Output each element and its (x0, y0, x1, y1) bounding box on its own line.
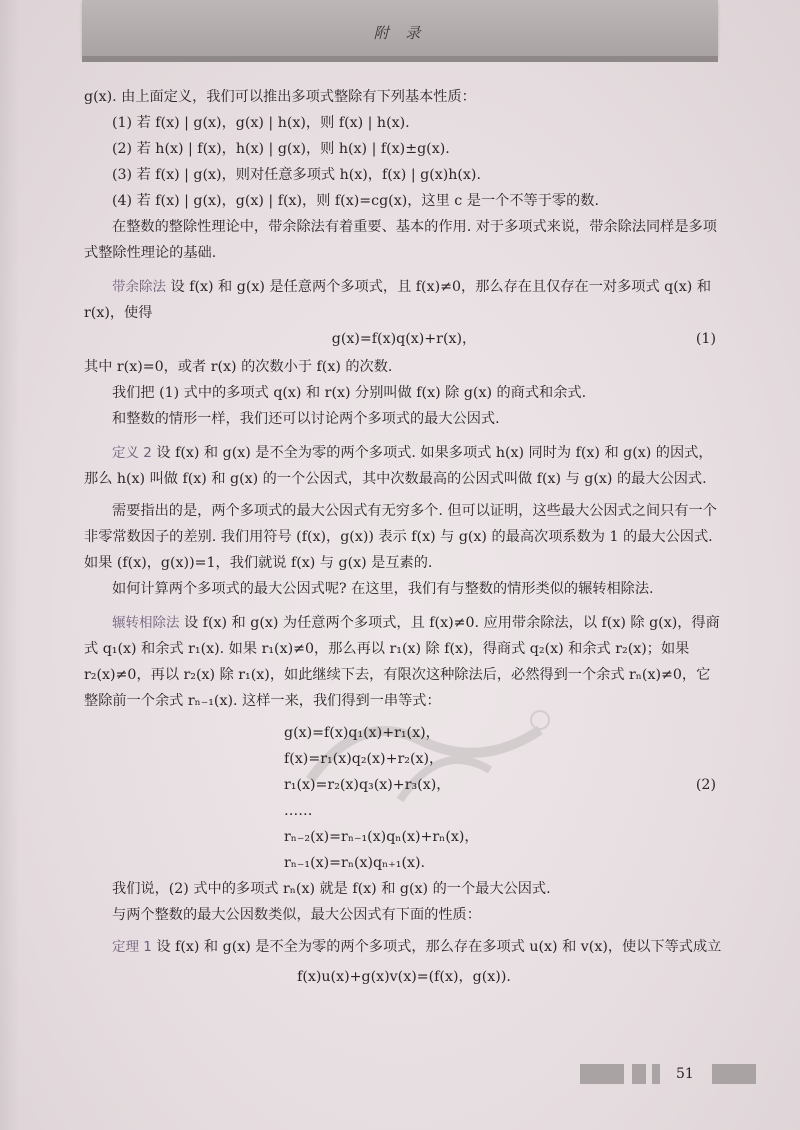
eq-line-4: …… (284, 803, 313, 819)
label-euclid: 辗转相除法 (112, 615, 180, 631)
eq-line-2: f(x)=r₁(x)q₂(x)+r₂(x)， (284, 751, 444, 767)
label-division-algorithm: 带余除法 (112, 279, 166, 295)
definition-2-text: 设 f(x) 和 g(x) 是不全为零的两个多项式. 如果多项式 h(x) 同时为 f(x) 和 g(x) 的因式，那么 h(x) 叫做 f(x) 和 g(x) 的一个公因式，其中次数最高的公因式叫做 f(x) 与 g(x) 的最大公因式. (84, 445, 713, 487)
eq-line-6: rₙ₋₁(x)=rₙ(x)qₙ₊₁(x). (284, 855, 426, 871)
formula-bezout: f(x)u(x)+g(x)v(x)=(f(x)，g(x)). (297, 969, 511, 985)
page-edge-shadow (0, 0, 20, 1130)
footer-bar-1 (580, 1064, 624, 1084)
page-content (84, 84, 724, 992)
property-1: (1) 若 f(x) | g(x)，g(x) | h(x)，则 f(x) | h(x). (112, 115, 410, 131)
para-gcd-intro: 和整数的情形一样，我们还可以讨论两个多项式的最大公因式. (112, 411, 500, 427)
formula-1-number: (1) (695, 331, 716, 347)
property-4: (4) 若 f(x) | g(x)，g(x) | f(x)，则 f(x)=cg(x)，这里 c 是一个不等于零的数. (112, 193, 599, 209)
theorem-1-text: 设 f(x) 和 g(x) 是不全为零的两个多项式，那么存在多项式 u(x) 和 v(x)，使以下等式成立 (156, 939, 722, 955)
eq-line-1: g(x)=f(x)q₁(x)+r₁(x)， (284, 725, 440, 741)
footer-bar-3 (652, 1064, 660, 1084)
para-gcd-property: 与两个整数的最大公因数类似，最大公因式有下面的性质： (112, 907, 481, 923)
euclid-text: 设 f(x) 和 g(x) 为任意两个多项式，且 f(x)≠0. 应用带余除法，以 f(x) 除 g(x)，得商式 q₁(x) 和余式 r₁(x). 如果 r₁(x)≠0，那么再以 r₁(x) 除 f(x)，得商式 q₂(x) 和余式 r₂(x)；如果 r₂(x)≠0，再以 r₂(x) 除 r₁(x)，如此继续下去，有限次这种除法后，必然得到一个余式 rₙ(x)≠0，它整除前一个余式 rₙ₋₁(x). 这样一来，我们得到一串等式： (84, 615, 720, 709)
eq-line-3: r₁(x)=r₂(x)q₃(x)+r₃(x)， (284, 777, 451, 793)
para-quotient: 我们把 (1) 式中的多项式 q(x) 和 r(x) 分别叫做 f(x) 除 g(x) 的商式和余式. (112, 385, 587, 401)
theorem-division (84, 274, 724, 326)
para-gcd-note: 需要指出的是，两个多项式的最大公因式有无穷多个. 但可以证明，这些最大公因式之间只有一个非零常数因子的差别. 我们用符号 (f(x)，g(x)) 表示 f(x) 与 g(x) 的最高次项系数为 1 的最大公因式. 如果 (f(x)，g(x))=1，我们就说 f(x) 与 g(x) 是互素的. (84, 503, 717, 571)
property-2: (2) 若 h(x) | f(x)，h(x) | g(x)，则 h(x) | f(x)±g(x). (112, 141, 450, 157)
formula-2-number: (2) (695, 777, 716, 793)
theorem-1 (84, 934, 724, 960)
label-theorem-1: 定理 1 (112, 939, 152, 955)
footer-bar-4 (712, 1064, 756, 1084)
definition-2 (84, 440, 724, 492)
para-euclid-intro: 如何计算两个多项式的最大公因式呢? 在这里，我们有与整数的情形类似的辗转相除法. (112, 581, 654, 597)
property-3: (3) 若 f(x) | g(x)，则对任意多项式 h(x)，f(x) | g(x)h(x). (112, 167, 481, 183)
header-strip (82, 56, 718, 62)
para-remainder: 其中 r(x)=0，或者 r(x) 的次数小于 f(x) 的次数. (84, 359, 393, 375)
equation-system-2 (284, 720, 724, 876)
page-number: 51 (676, 1066, 694, 1082)
theorem-euclid (84, 610, 724, 714)
division-statement: 设 f(x) 和 g(x) 是任意两个多项式，且 f(x)≠0，那么存在且仅存在一对多项式 q(x) 和 r(x)，使得 (84, 279, 712, 321)
page-header-title: 附 录 (373, 24, 427, 42)
para-gcd-conclusion: 我们说，(2) 式中的多项式 rₙ(x) 就是 f(x) 和 g(x) 的一个最大公因式. (112, 881, 551, 897)
header-bar (82, 0, 718, 56)
label-definition-2: 定义 2 (112, 445, 152, 461)
footer-bar-2 (632, 1064, 646, 1084)
para-division-intro: 在整数的整除性理论中，带余除法有着重要、基本的作用. 对于多项式来说，带余除法同样是多项式整除性理论的基础. (84, 219, 717, 261)
formula-1 (84, 326, 724, 354)
para-intro: g(x). 由上面定义，我们可以推出多项式整除有下列基本性质： (84, 89, 476, 105)
formula-1-text: g(x)=f(x)q(x)+r(x)， (331, 331, 477, 347)
eq-line-5: rₙ₋₂(x)=rₙ₋₁(x)qₙ(x)+rₙ(x)， (284, 829, 479, 845)
